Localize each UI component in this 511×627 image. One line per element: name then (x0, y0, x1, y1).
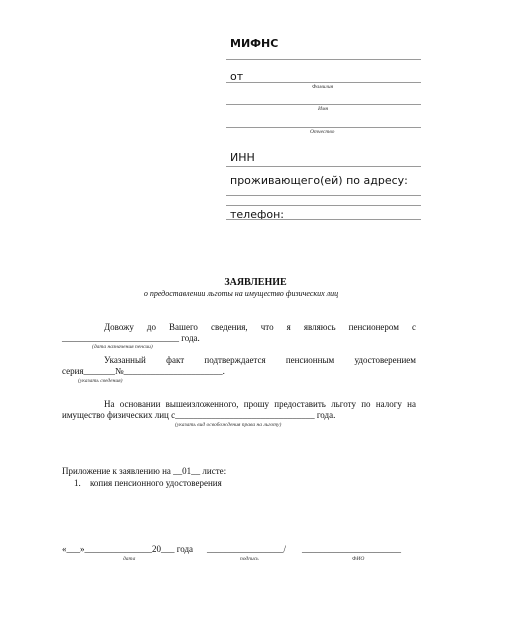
patronymic-line (226, 127, 421, 128)
name-line (226, 104, 421, 105)
mifns-line (226, 59, 421, 60)
inn-label: ИНН (230, 151, 255, 164)
surname-hint: Фамилия (312, 84, 334, 90)
paragraph2-line2: серия_______№______________________. (62, 366, 225, 376)
footer-date-hint: дата (123, 556, 136, 562)
document-title: ЗАЯВЛЕНИЕ (224, 277, 287, 288)
footer-signature-hint: подпись (240, 556, 259, 562)
appendix-item-text: копия пенсионного удостоверения (90, 478, 222, 488)
address-label: проживающего(ей) по адресу: (230, 174, 408, 187)
address-line-1 (226, 195, 421, 196)
phone-line (226, 219, 421, 220)
paragraph3-hint: (указать вид освобождения права на льготу) (175, 422, 282, 428)
document-subtitle: о предоставлении льготы на имущество физических лиц (143, 289, 339, 298)
paragraph2-line1: Указанный факт подтверждается пенсионным удостоверением (104, 355, 416, 365)
paragraph1-line2: __________________________ года. (62, 333, 200, 343)
footer-fio-hint: ФИО (352, 556, 365, 562)
appendix-heading: Приложение к заявлению на __01__ листе: (62, 466, 227, 476)
appendix-item-number: 1. (74, 478, 81, 488)
address-line-2 (226, 205, 421, 206)
footer-date-line: «___»_______________20___ года (62, 544, 194, 554)
recipient-mifns: МИФНС (230, 37, 279, 50)
name-hint: Имя (318, 106, 329, 112)
paragraph2-hint: (указать сведения) (78, 378, 123, 384)
paragraph3-line2: имущество физических лиц с_______________________________ года. (62, 410, 336, 420)
inn-line (226, 166, 421, 167)
paragraph1-hint: (дата назначения пенсии) (92, 344, 153, 350)
footer-signature-line: _________________/ (207, 544, 287, 554)
patronymic-hint: Отчество (310, 129, 335, 135)
footer-fio-line: ______________________ (302, 544, 401, 554)
from-label: от (230, 70, 244, 83)
paragraph1-line1: Довожу до Вашего сведения, что я являюсь пенсионером с (104, 322, 416, 332)
surname-line (226, 82, 421, 83)
paragraph3-line1: На основании вышеизложенного, прошу предоставить льготу по налогу на (104, 399, 416, 409)
phone-label: телефон: (230, 208, 285, 221)
